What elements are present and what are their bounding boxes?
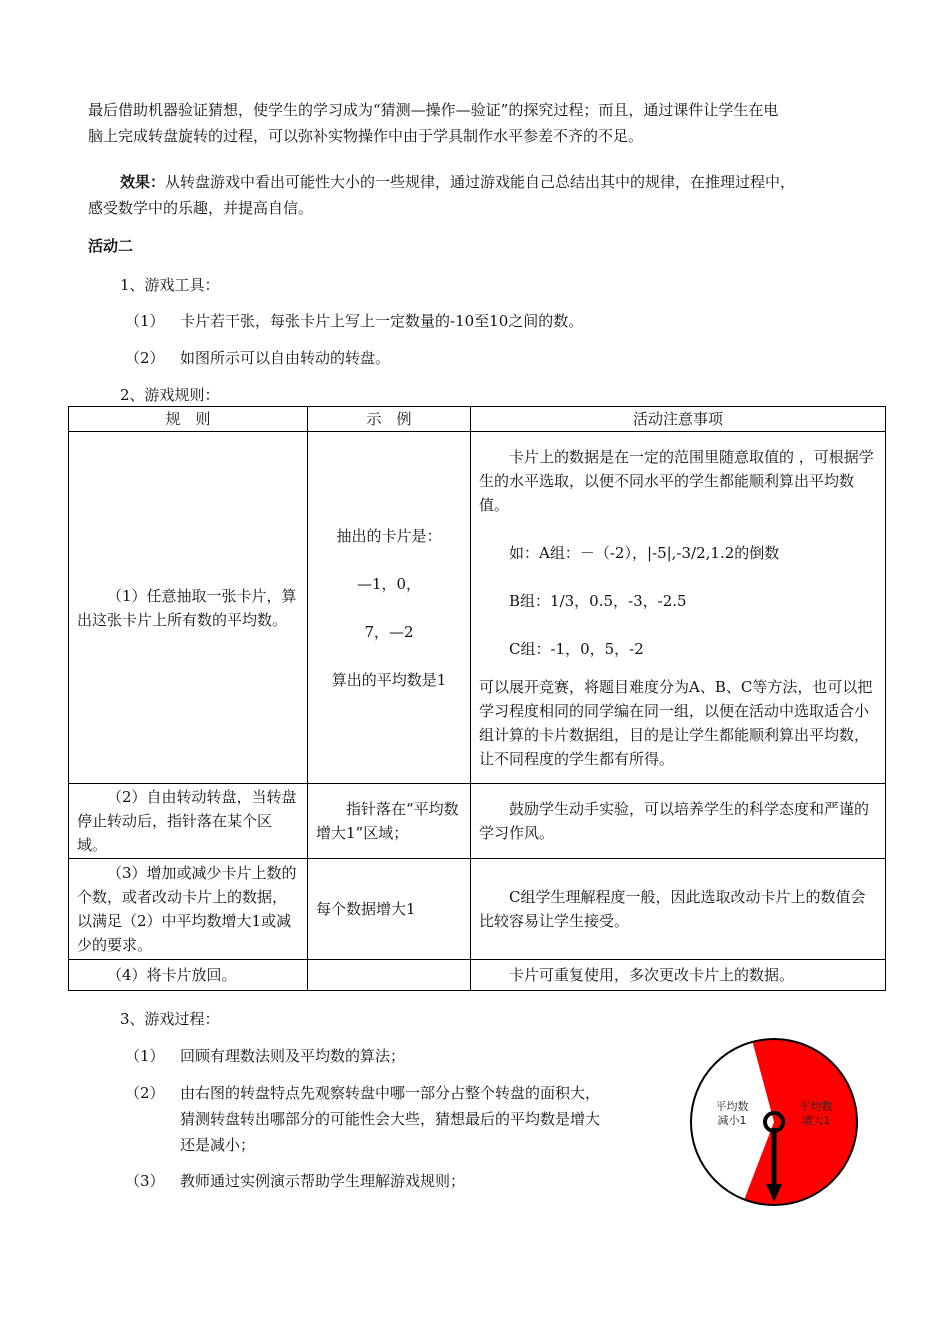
- rule-text: （3）增加或减少卡片上数的个数，或者改动卡片上的数据，以满足（2）中平均数增大1或减少的要求。: [77, 864, 297, 954]
- table-header-row: [69, 407, 886, 432]
- notes-text: C组学生理解程度一般，因此选取改动卡片上的数值会比较容易让学生接受。: [479, 888, 866, 930]
- notes-group-c: C组：-1，0，5，-2: [509, 639, 644, 658]
- rules-heading: 2、游戏规则：: [120, 386, 220, 404]
- tools-heading: 1、游戏工具：: [120, 276, 220, 294]
- intro-line-2: 脑上完成转盘旋转的过程，可以弥补实物操作中由于学具制作水平参差不齐的不足。: [88, 127, 644, 145]
- notes-text: 卡片可重复使用，多次更改卡片上的数据。: [509, 966, 795, 984]
- process-2-line: 猜测转盘转出哪部分的可能性会大些，猜想最后的平均数是增大: [180, 1110, 601, 1128]
- example-line: 7，—2: [364, 622, 414, 641]
- red-label-line-1: 平均数: [799, 1100, 833, 1113]
- example-cell: [308, 859, 471, 960]
- header-rule: 规 则: [69, 407, 308, 432]
- example-line: —1，0，: [356, 574, 422, 593]
- tool-1-num: （1）: [125, 312, 165, 330]
- header-notes: 活动注意事项: [471, 407, 886, 432]
- effect-text: 从转盘游戏中看出可能性大小的一些规律，通过游戏能自己总结出其中的规律，在推理过程中，: [165, 173, 796, 191]
- table-row: [69, 432, 886, 784]
- notes-group-a: 如：A组：－（-2），|-5|,-3/2,1.2的倒数: [509, 543, 780, 562]
- example-line: 抽出的卡片是：: [336, 526, 442, 545]
- notes-cell: [471, 859, 886, 960]
- rule-cell: [69, 784, 308, 859]
- example-cell: [308, 784, 471, 859]
- rules-table: [68, 406, 886, 991]
- process-1-line: 回顾有理数法则及平均数的算法；: [180, 1047, 406, 1065]
- rule-cell: [69, 960, 308, 991]
- intro-line-1: 最后借助机器验证猜想，使学生的学习成为“猜测—操作—验证”的探究过程；而且，通过课件让学生在电: [88, 101, 779, 119]
- notes-cell: [471, 432, 886, 784]
- tool-2-num: （2）: [125, 349, 165, 367]
- tool-1-text: 卡片若干张，每张卡片上写上一定数量的-10至10之间的数。: [180, 312, 584, 330]
- rule-cell: [69, 432, 308, 784]
- effect-label: 效果：: [120, 173, 166, 191]
- spinner-figure: [688, 1036, 860, 1208]
- tool-2-text: 如图所示可以自由转动的转盘。: [180, 349, 391, 367]
- notes-paragraph: 可以展开竞赛，将题目难度分为A、B、C等方法，也可以把学习程度相同的同学编在同一组，以便在活动中选取适合小组计算的卡片数据组，目的是让学生都能顺利算出平均数，让不同程度的学生都有所得。: [479, 677, 873, 768]
- effect-line-1: [120, 171, 795, 193]
- notes-text: 鼓励学生动手实验，可以培养学生的科学态度和严谨的学习作风。: [479, 800, 870, 842]
- process-1-num: （1）: [125, 1047, 165, 1065]
- table-row: [69, 784, 886, 859]
- process-2-line: 还是减小；: [180, 1136, 256, 1154]
- process-3-line: 教师通过实例演示帮助学生理解游戏规则；: [180, 1172, 466, 1190]
- example-line: 算出的平均数是1: [331, 670, 447, 689]
- notes-group-b: B组：1/3，0.5，-3，-2.5: [509, 591, 687, 610]
- process-2-line: 由右图的转盘特点先观察转盘中哪一部分占整个转盘的面积大，: [180, 1084, 601, 1102]
- rule-text: （2）自由转动转盘，当转盘停止转动后，指针落在某个区域。: [77, 788, 297, 854]
- white-label-line-2: 减小1: [717, 1114, 747, 1127]
- process-3-num: （3）: [125, 1172, 165, 1190]
- rule-text: （1）任意抽取一张卡片，算出这张卡片上所有数的平均数。: [77, 586, 297, 629]
- table-row: [69, 859, 886, 960]
- example-cell: [308, 960, 471, 991]
- example-text: 指针落在“平均数增大1”区域；: [316, 800, 459, 842]
- rule-text: （4）将卡片放回。: [107, 966, 237, 984]
- notes-cell: [471, 784, 886, 859]
- example-cell: [308, 432, 471, 784]
- table-row: [69, 960, 886, 991]
- white-label-line-1: 平均数: [715, 1100, 749, 1113]
- notes-cell: [471, 960, 886, 991]
- example-text: 每个数据增大1: [316, 900, 416, 918]
- header-example: 示 例: [308, 407, 471, 432]
- rule-cell: [69, 859, 308, 960]
- notes-paragraph: 卡片上的数据是在一定的范围里随意取值的 ，可根据学生的水平选取，以便不同水平的学生都能顺利算出平均数值。: [479, 447, 874, 514]
- process-2-num: （2）: [125, 1084, 165, 1102]
- red-label-line-2: 增大1: [801, 1114, 831, 1127]
- process-heading: 3、游戏过程：: [120, 1010, 220, 1028]
- activity-title: 活动二: [88, 237, 134, 255]
- effect-line-2: 感受数学中的乐趣，并提高自信。: [88, 199, 314, 217]
